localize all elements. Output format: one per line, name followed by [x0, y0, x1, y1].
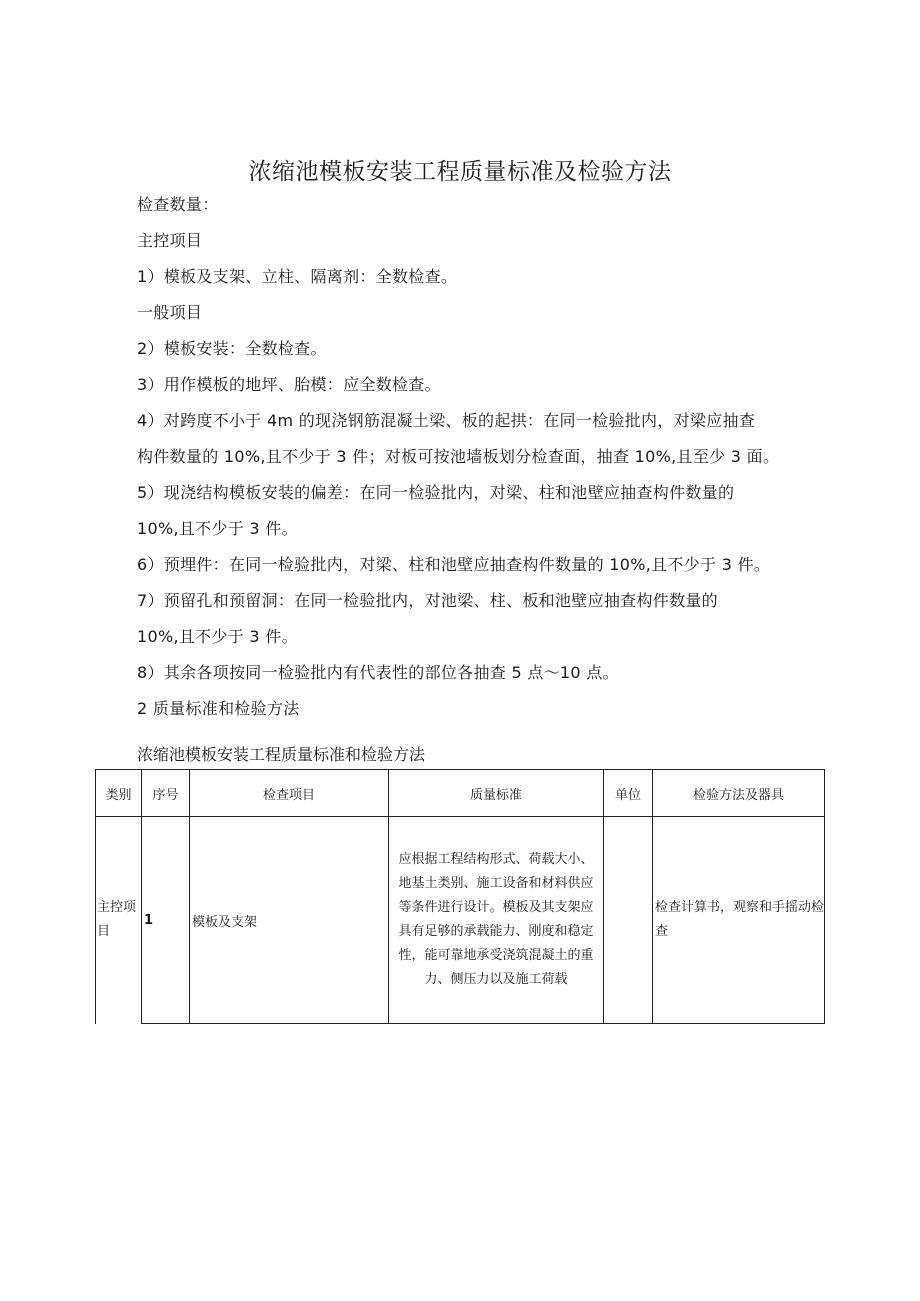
body-line: 8）其余各项按同一检验批内有代表性的部位各抽查 5 点～10 点。 — [137, 663, 619, 682]
body-line: 1）模板及支架、立柱、隔离剂：全数检查。 — [137, 267, 458, 286]
header-standard: 质量标准 — [389, 770, 604, 817]
table-header-row — [96, 770, 825, 817]
quality-standard-table — [95, 769, 825, 1024]
header-unit: 单位 — [604, 770, 653, 817]
body-line: 10%,且不少于 3 件。 — [137, 519, 298, 538]
cell-item: 模板及支架 — [190, 817, 389, 1024]
body-line: 2）模板安装：全数检查。 — [137, 339, 327, 358]
header-method: 检验方法及器具 — [653, 770, 825, 817]
table-caption: 浓缩池模板安装工程质量标准和检验方法 — [137, 745, 426, 764]
cell-category: 主控项目 — [96, 817, 142, 1024]
cell-seq: 1 — [142, 817, 190, 1024]
body-line: 4）对跨度不小于 4m 的现浇钢筋混凝土梁、板的起拱：在同一检验批内，对梁应抽查 — [137, 411, 756, 430]
body-line: 2 质量标准和检验方法 — [137, 699, 300, 718]
body-line: 6）预埋件：在同一检验批内，对梁、柱和池壁应抽查构件数量的 10%,且不少于 3 件。 — [137, 555, 771, 574]
body-line: 主控项目 — [137, 231, 203, 250]
header-seq: 序号 — [142, 770, 190, 817]
table-row — [96, 817, 825, 1024]
body-line: 3）用作模板的地坪、胎模：应全数检查。 — [137, 375, 441, 394]
body-line: 10%,且不少于 3 件。 — [137, 627, 298, 646]
body-line: 5）现浇结构模板安装的偏差：在同一检验批内，对梁、柱和池壁应抽查构件数量的 — [137, 483, 735, 502]
page-title: 浓缩池模板安装工程质量标准及检验方法 — [248, 159, 672, 186]
header-category: 类别 — [96, 770, 142, 817]
header-item: 检查项目 — [190, 770, 389, 817]
body-line: 构件数量的 10%,且不少于 3 件；对板可按池墙板划分检查面，抽查 10%,且至少 3 面。 — [137, 447, 780, 466]
body-line: 检查数量： — [137, 195, 219, 214]
body-line: 一般项目 — [137, 303, 203, 322]
cell-standard: 应根据工程结构形式、荷载大小、地基土类别、施工设备和材料供应等条件进行设计。模板及其支架应具有足够的承载能力、刚度和稳定性，能可靠地承受浇筑混凝土的重力、侧压力以及施工荷载 — [389, 817, 604, 1024]
cell-unit — [604, 817, 653, 1024]
body-line: 7）预留孔和预留洞：在同一检验批内，对池梁、柱、板和池壁应抽查构件数量的 — [137, 591, 718, 610]
document-body — [137, 187, 847, 727]
cell-method: 检查计算书，观察和手摇动检查 — [653, 817, 825, 1024]
